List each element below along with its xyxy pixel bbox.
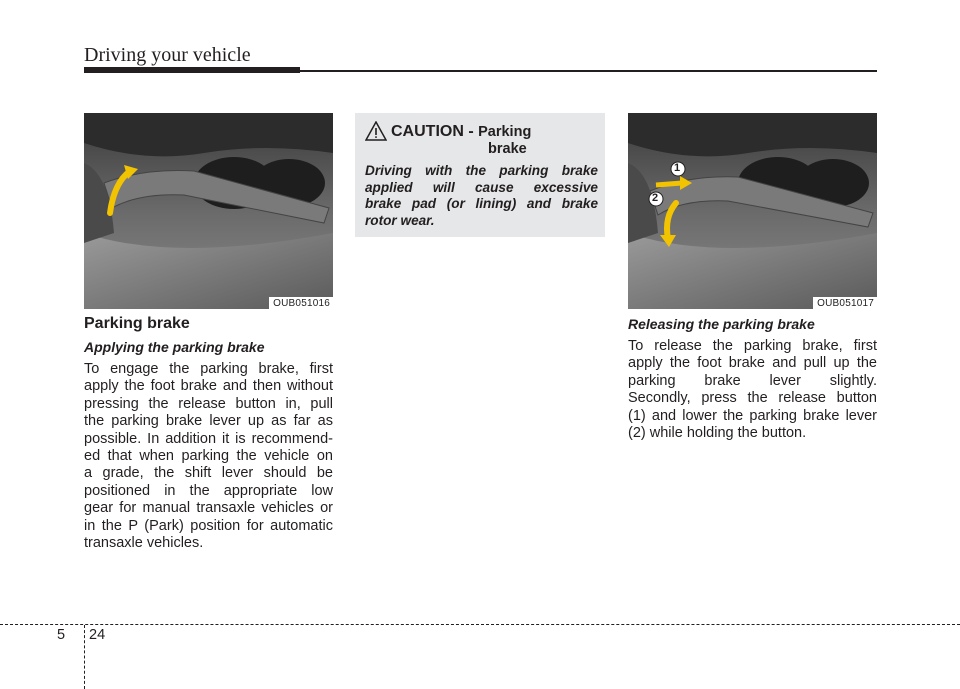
- header-rule-thin: [300, 70, 877, 72]
- caution-line: rotor wear.: [365, 212, 435, 228]
- callout-1: 1: [674, 162, 681, 174]
- subheading-release: Releasing the parking brake: [628, 316, 815, 332]
- text-line: apply the foot brake and pull up the: [628, 355, 877, 372]
- text-line: (2) while holding the button.: [628, 425, 807, 442]
- caution-title-line2: brake: [488, 141, 527, 157]
- parking-brake-apply-photo: [84, 113, 333, 309]
- release-instructions: [628, 338, 877, 442]
- callout-2: 2: [652, 192, 659, 204]
- text-line: positioned in the appropriate low: [84, 482, 333, 499]
- text-line: apply the foot brake and then without: [84, 378, 333, 395]
- text-line: in the P (Park) position for automatic: [84, 517, 333, 534]
- footer-rule: [0, 624, 960, 625]
- text-line: the parking brake lever up as far as: [84, 413, 333, 430]
- image-code: OUB051017: [813, 297, 877, 309]
- chapter-number: 5: [57, 627, 66, 643]
- text-line: Secondly, press the release button: [628, 390, 877, 407]
- text-line: ed that when parking the vehicle on: [84, 448, 333, 465]
- text-line: possible. In addition it is recommend-: [84, 430, 333, 447]
- text-line: pressing the release button in, pull: [84, 395, 333, 412]
- warning-triangle-icon: [365, 121, 387, 141]
- section-title: Parking brake: [84, 315, 190, 332]
- caution-box: [355, 113, 605, 237]
- text-line: gear for manual transaxle vehicles or: [84, 500, 333, 517]
- page-number: 24: [89, 627, 106, 643]
- header-title: Driving your vehicle: [84, 44, 251, 66]
- text-line: parking brake lever slightly.: [628, 372, 877, 389]
- text-line: To engage the parking brake, first: [84, 361, 333, 377]
- caution-line: Driving with the parking brake: [365, 163, 598, 178]
- subheading-apply: Applying the parking brake: [84, 339, 265, 355]
- text-line: (1) and lower the parking brake lever: [628, 407, 877, 424]
- caution-label: CAUTION -: [391, 123, 479, 140]
- caution-line: applied will cause excessive: [365, 179, 598, 195]
- caution-title-line1: Parking: [478, 124, 532, 140]
- caution-line: brake pad (or lining) and brake: [365, 196, 598, 211]
- apply-instructions: [84, 361, 333, 552]
- text-line: a grade, the shift lever should be: [84, 465, 333, 482]
- text-line: transaxle vehicles.: [84, 535, 204, 552]
- caution-body: [365, 163, 598, 229]
- parking-brake-release-photo: [628, 113, 877, 309]
- footer-divider: [84, 625, 85, 689]
- header-rule-thick: [84, 67, 300, 73]
- text-line: To release the parking brake, first: [628, 338, 877, 354]
- image-code: OUB051016: [269, 297, 333, 309]
- caution-heading: [391, 123, 531, 141]
